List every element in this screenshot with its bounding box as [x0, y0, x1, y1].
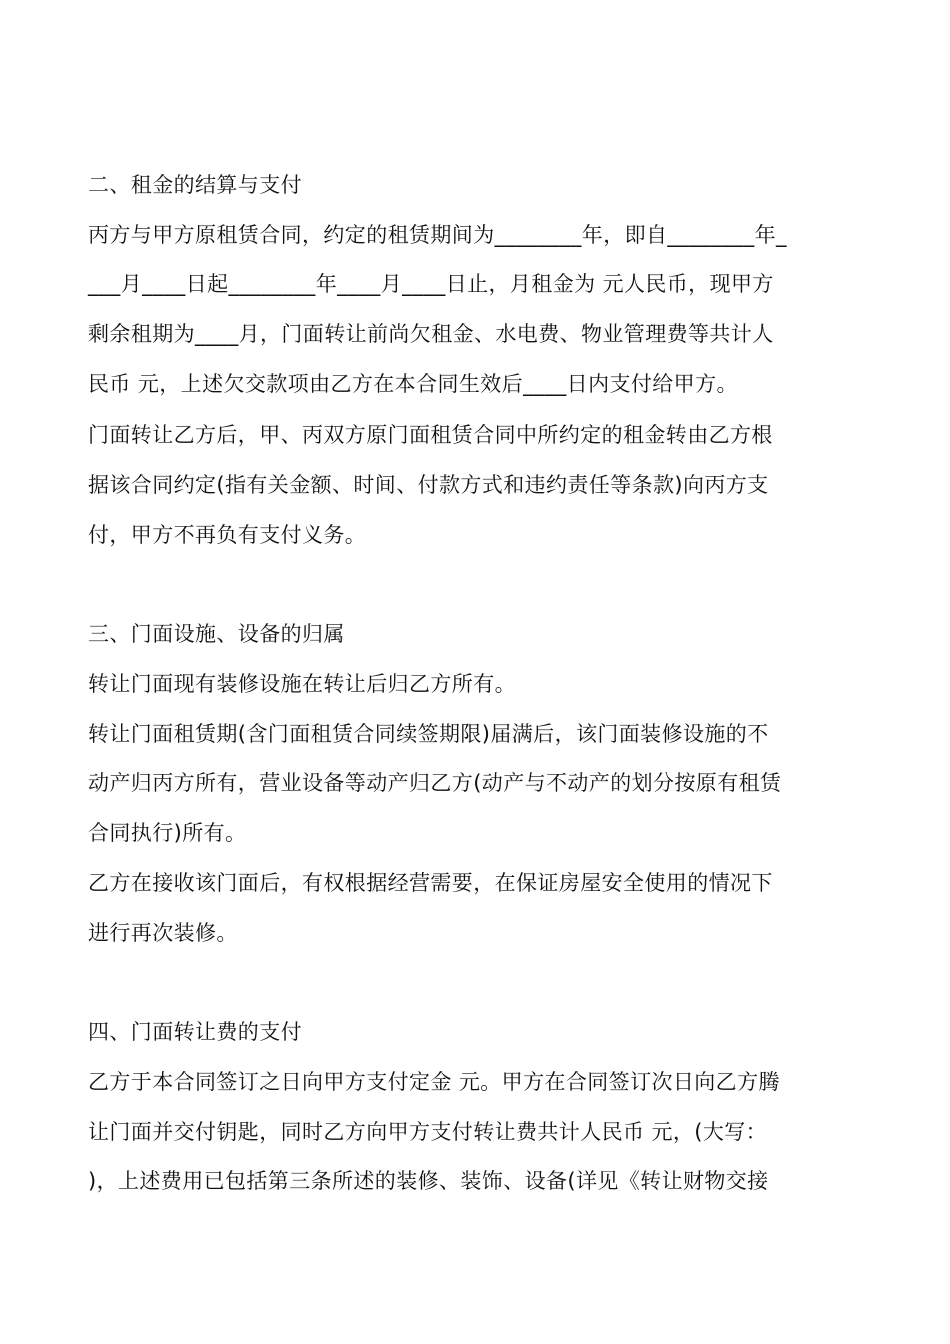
text-line: 让门面并交付钥匙，同时乙方向甲方支付转让费共计人民币 元，(大写：	[88, 1120, 768, 1144]
text-line: 动产归丙方所有，营业设备等动产归乙方(动产与不动产的划分按原有租赁	[88, 771, 782, 795]
text-line: )，上述费用已包括第三条所述的装修、装饰、设备(详见《转让财物交接	[88, 1169, 769, 1193]
section-heading: 四、门面转让费的支付	[88, 1020, 302, 1044]
text-line: 据该合同约定(指有关金额、时间、付款方式和违约责任等条款)向丙方支	[88, 473, 769, 497]
text-line: ___月____日起________年____月____日止，月租金为 元人民币，现甲方	[88, 272, 774, 296]
text-line: 乙方在接收该门面后，有权根据经营需要，在保证房屋安全使用的情况下	[88, 871, 773, 895]
text-line: 门面转让乙方后，甲、丙双方原门面租赁合同中所约定的租金转由乙方根	[88, 423, 773, 447]
text-line: 转让门面现有装修设施在转让后归乙方所有。	[88, 672, 516, 696]
text-line: 进行再次装修。	[88, 921, 238, 945]
text-line: 民币 元，上述欠交款项由乙方在本合同生效后____日内支付给甲方。	[88, 372, 738, 396]
text-line: 丙方与甲方原租赁合同，约定的租赁期间为________年，即自________年_	[88, 223, 787, 247]
text-line: 转让门面租赁期(含门面租赁合同续签期限)届满后，该门面装修设施的不	[88, 722, 769, 746]
text-line: 合同执行)所有。	[88, 821, 247, 845]
section-heading: 二、租金的结算与支付	[88, 173, 302, 197]
section-heading: 三、门面设施、设备的归属	[88, 622, 345, 646]
text-line: 乙方于本合同签订之日向甲方支付定金 元。甲方在合同签订次日向乙方腾	[88, 1070, 780, 1094]
text-line: 剩余租期为____月，门面转让前尚欠租金、水电费、物业管理费等共计人	[88, 322, 774, 346]
text-line: 付，甲方不再负有支付义务。	[88, 523, 367, 547]
